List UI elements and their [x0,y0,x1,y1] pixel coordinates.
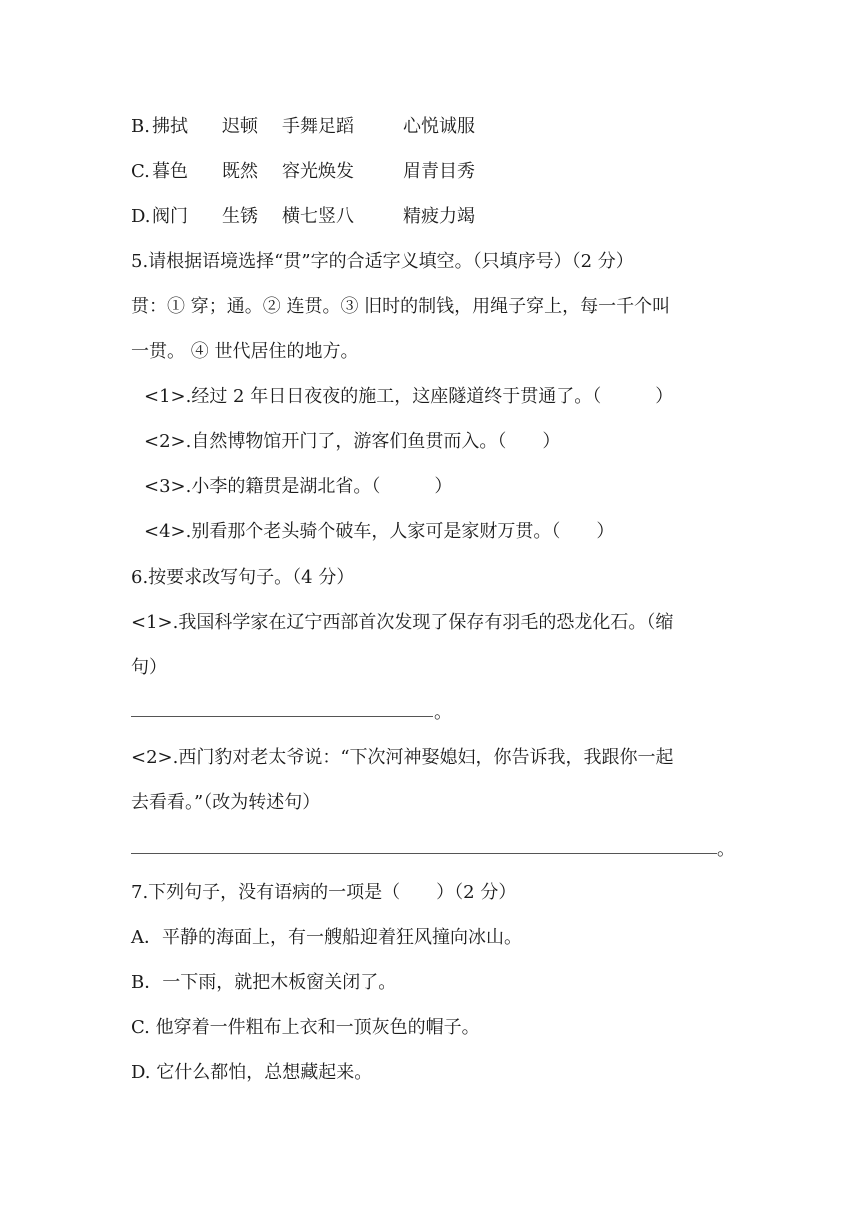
option-word-3: 手舞足蹈 [282,116,354,137]
option-word-4: 精疲力竭 [403,206,475,227]
option-label: D. [131,206,151,227]
option-word-3: 容光焕发 [282,161,354,182]
option-word-2: 既然 [222,161,258,182]
q5-item-4: <4>.别看那个老头骑个破车，人家可是家财万贯。（ ） [144,521,615,542]
option-word-4: 心悦诚服 [403,116,475,137]
option-word-2: 迟顿 [222,116,258,137]
q5-item-2: <2>.自然博物馆开门了，游客们鱼贯而入。（ ） [144,431,561,452]
q6-item-2-line-2: 去看看。”（改为转述句） [131,792,321,813]
q6-item-2-line-1: <2>.西门豹对老太爷说：“下次河神娶媳妇，你告诉我，我跟你一起 [131,747,674,768]
option-label: B. [131,116,150,137]
q6-stem: 6.按要求改写句子。（4 分） [131,567,355,588]
option-label: C. [131,161,150,182]
q5-definition-line-1: 贯：① 穿；通。② 连贯。③ 旧时的制钱，用绳子穿上，每一千个叫 [131,296,671,317]
q7-stem: 7.下列句子，没有语病的一项是（ ）（2 分） [131,882,517,903]
q5-definition-line-2: 一贯。 ④ 世代居住的地方。 [131,341,359,362]
answer-blank-2[interactable] [131,853,717,854]
option-word-2: 生锈 [222,206,258,227]
q7-option-c: C. 他穿着一件粗布上衣和一顶灰色的帽子。 [131,1017,480,1038]
q7-option-d: D. 它什么都怕，总想藏起来。 [131,1062,373,1083]
option-word-3: 横七竖八 [282,206,354,227]
q7-option-b: B．一下雨，就把木板窗关闭了。 [131,972,397,993]
option-word-1: 阀门 [152,206,188,227]
q7-option-a: A．平静的海面上，有一艘船迎着狂风撞向冰山。 [131,927,522,948]
option-word-1: 暮色 [152,161,188,182]
answer-blank-1-period: 。 [434,702,452,723]
option-word-4: 眉青目秀 [403,161,475,182]
answer-blank-2-period: 。 [717,839,735,860]
q6-item-1-line-1: <1>.我国科学家在辽宁西部首次发现了保存有羽毛的恐龙化石。（缩 [131,612,674,633]
q6-item-1-line-2: 句） [131,657,167,678]
q5-item-1: <1>.经过 2 年日日夜夜的施工，这座隧道终于贯通了。（ ） [144,386,674,407]
answer-blank-1[interactable] [131,716,433,717]
option-word-1: 拂拭 [152,116,188,137]
q5-stem: 5.请根据语境选择“贯”字的合适字义填空。（只填序号）（2 分） [131,251,634,272]
q5-item-3: <3>.小李的籍贯是湖北省。（ ） [144,476,453,497]
